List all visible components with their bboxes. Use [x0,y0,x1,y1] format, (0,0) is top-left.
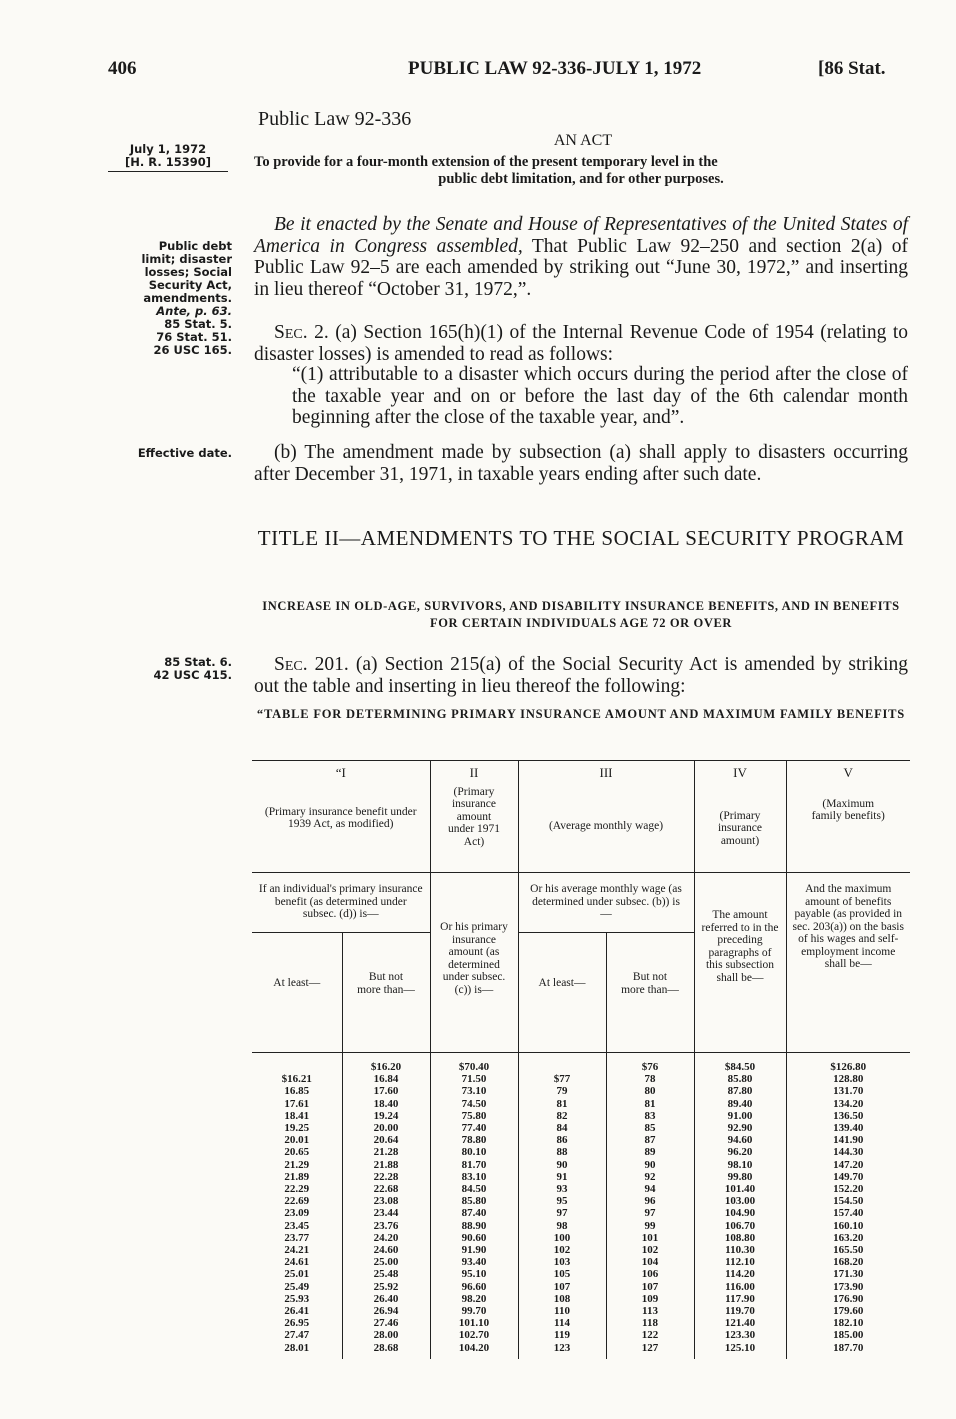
table-cell-value: 110 [554,1305,570,1318]
table-cell-value: 107 [641,1280,659,1293]
margin-note-amendments [112,240,232,357]
col-numeral: III [599,765,613,780]
col-desc: (Primary insurance amount) [717,809,763,847]
table-cell-value: 114.20 [725,1268,755,1281]
at-least-header: At least— [252,933,342,1053]
table-cell-value: 26.41 [284,1305,310,1318]
table-cell-value [521,1061,604,1073]
table-cell-value: 119.70 [725,1305,755,1318]
table-cell-value: 185.00 [833,1329,864,1342]
table-cell-value: 21.28 [373,1146,399,1159]
section-2-label: Sec. 2. [274,322,329,343]
col-numeral: V [843,765,853,780]
table-cell-value: 176.90 [833,1292,864,1305]
table-cell-value: 104.90 [724,1207,756,1220]
table-cell-value: 26.95 [284,1317,310,1330]
page-number: 406 [108,58,137,79]
table-cell-value: 92.90 [727,1122,753,1135]
table-cell-value: 83 [644,1109,656,1122]
table-cell-value: 19.25 [284,1122,310,1135]
table-cell-value: 23.44 [373,1207,399,1220]
table-cell-value: 94.60 [727,1134,753,1147]
act-purpose [254,154,908,188]
table-cell-value: 23.08 [373,1195,399,1208]
table-cell-value: 96.20 [727,1146,753,1159]
table-cell-value: 97 [644,1207,656,1220]
table-cell-value: 25.00 [373,1256,399,1269]
table-cell-value: 101 [641,1231,659,1244]
section-201-text: (a) Section 215(a) of the Social Security Act is amended by striking out the table and inserting in lieu thereof the following: [254,654,908,697]
table-cell-value: 112.10 [725,1256,755,1269]
table-cell-value: 18.41 [284,1109,310,1122]
col-ii-subheader: Or his primary insurance amount (as determined under subsec. (c)) is— [430,873,518,1053]
table-cell-value: 22.69 [284,1195,310,1208]
table-cell-value: 23.76 [373,1219,399,1232]
running-head: PUBLIC LAW 92-336-JULY 1, 1972 [408,58,702,79]
table-cell-value: 107 [553,1280,571,1293]
table-cell-value: 73.10 [461,1085,487,1098]
table-cell-value: 87.80 [727,1085,753,1098]
table-cell-value: $70.40 [458,1061,490,1073]
col-v-header [786,761,910,873]
table-cell-value: $76 [641,1061,659,1073]
table-cell-value: 152.20 [833,1183,864,1196]
table-cell-value: 147.20 [833,1158,864,1171]
table-cell-value: 84.50 [461,1183,487,1196]
table-cell-value: 25.93 [284,1292,310,1305]
margin-line: 76 Stat. 51. [156,330,232,344]
table-cell-value: 90 [644,1158,656,1171]
table-cell-value: 104 [641,1256,659,1269]
margin-line: limit; disaster [141,252,232,266]
table-cell-value: 127 [641,1341,659,1354]
table-cell-value: 149.70 [833,1170,864,1183]
col-iv-subheader: The amount referred to in the preceding paragraphs of this subsection shall be— [694,873,786,1053]
section-2-quote: “(1) attributable to a disaster which occurs during the period after the close of the taxable year and on or before the last day of the 6th calendar month beginning after the close of the taxable year, and”. [292,364,908,428]
table-cell-value: 80.10 [461,1146,487,1159]
table-title: “TABLE FOR DETERMINING PRIMARY INSURANCE AMOUNT AND MAXIMUM FAMILY BENEFITS [256,707,906,721]
table-cell-value: 103 [553,1256,571,1269]
col-desc: (Primary insurance benefit under 1939 Act, as modified) [264,805,417,830]
table-cell-value: 168.20 [833,1256,864,1269]
table-cell-value: $77 [553,1073,571,1086]
table-cell-value: 102 [553,1244,571,1257]
table-cell-value: 105 [553,1268,571,1281]
table-cell-value: $84.50 [724,1061,756,1073]
table-cell-value: 179.60 [833,1305,864,1318]
table-cell-value: 22.29 [284,1183,310,1196]
col-i-at-least-values [252,1053,342,1359]
but-not-header: But not more than— [342,933,430,1053]
table-cell-value: 154.50 [833,1195,864,1208]
table-cell-value: 98.10 [727,1158,753,1171]
table-cell-value: 95.10 [461,1268,487,1281]
table-cell-value: 77.40 [461,1122,487,1135]
table-cell-value: 81 [644,1097,656,1110]
table-cell-value: 104.20 [458,1341,490,1354]
table-cell-value: 19.24 [373,1109,399,1122]
table-cell-value: 81 [556,1097,568,1110]
col-i-not-more-values [342,1053,430,1359]
table-cell-value: 139.40 [833,1122,864,1135]
table-cell-value: 74.50 [461,1097,487,1110]
col-v-subheader: And the maximum amount of benefits payable (as provided in sec. 203(a)) on the basis of his wages and self-employment income shall be— [786,873,910,1053]
table-cell-value: 99 [644,1219,656,1232]
table-cell-value: 96.60 [461,1280,487,1293]
table-cell-value: 23.45 [284,1219,310,1232]
margin-note-sec201 [112,656,232,682]
table-cell-value: 110.30 [725,1244,755,1257]
table-cell-value: 123 [553,1341,571,1354]
col-numeral: IV [733,765,747,780]
table-cell-value: 101.10 [458,1317,490,1330]
table-cell-value: 96 [644,1195,656,1208]
table-cell-value: 23.09 [284,1207,310,1220]
public-law-title: Public Law 92-336 [258,108,412,130]
table-cell-value: 23.77 [284,1231,310,1244]
margin-line: 26 USC 165. [153,343,232,357]
table-cell-value: 21.88 [373,1158,399,1171]
enacting-clause [254,214,908,300]
bill-number: [H. R. 15390] [108,156,228,172]
table-cell-value: 128.80 [833,1073,864,1086]
table-cell-value: 26.94 [373,1305,399,1318]
but-not-header: But not more than— [606,933,694,1053]
table-cell-value: 21.89 [284,1170,310,1183]
table-cell-value: 91 [556,1170,568,1183]
table-cell-value: 91.00 [727,1109,753,1122]
table-cell-value: 131.70 [833,1085,864,1098]
col-numeral: II [469,765,479,780]
col-iii-at-least-values [518,1053,606,1359]
table-cell-value: 20.65 [284,1146,310,1159]
table-cell-value: 187.70 [833,1341,864,1354]
table-cell-value: 97 [556,1207,568,1220]
purpose-line-2: public debt limitation, and for other purposes. [438,171,724,187]
table-cell-value: 157.40 [833,1207,864,1220]
table-cell-value: 89 [644,1146,656,1159]
table-cell-value: 21.29 [284,1158,310,1171]
table-cell-value [254,1061,340,1073]
table-cell-value: 28.01 [284,1341,310,1354]
table-cell-value: 24.21 [284,1244,310,1257]
table-cell-value: 28.00 [373,1329,399,1342]
table-cell-value: 106.70 [724,1219,756,1232]
col-iii-header [518,761,694,873]
table-cell-value: 99.70 [461,1305,487,1318]
enacting-italic: Be it enacted by the Senate and House of Representatives of the United States of America in Congress assembled, [254,214,908,257]
col-iv-values [694,1053,786,1359]
section-2-b [254,442,908,485]
table-cell-value: $16.21 [281,1073,312,1086]
act-label: AN ACT [553,132,613,149]
table-cell-value: 123.30 [724,1329,756,1342]
table-cell-value: 116.00 [725,1280,755,1293]
col-desc: (Primary insurance amount under 1971 Act) [447,785,501,848]
table-cell-value: 125.10 [724,1341,756,1354]
table-cell-value: 85 [644,1122,656,1135]
table-cell-value: 20.01 [284,1134,310,1147]
section-201 [254,654,908,697]
table-cell-value: 90 [556,1158,568,1171]
table-cell-value: 25.48 [373,1268,399,1281]
table-cell-value: 99.80 [727,1170,753,1183]
table-cell-value: 88 [556,1146,568,1159]
table-cell-value: 82 [556,1109,568,1122]
table-cell-value: 171.30 [833,1268,864,1281]
law-date: July 1, 1972 [129,142,207,156]
table-cell-value: 118 [642,1317,658,1330]
table-cell-value: $16.20 [370,1061,402,1073]
table-cell-value: 78 [644,1073,656,1086]
table-cell-value: 93 [556,1183,568,1196]
table-cell-value: 17.61 [284,1097,310,1110]
table-cell-value: 93.40 [461,1256,487,1269]
table-cell-value: 109 [641,1292,659,1305]
table-cell-value: 106 [641,1268,659,1281]
table-cell-value: 25.49 [284,1280,310,1293]
table-cell-value: 85.80 [727,1073,753,1086]
table-cell-value: 95 [556,1195,568,1208]
col-desc: (Average monthly wage) [548,819,664,832]
col-ii-header [430,761,518,873]
table-cell-value: 98.20 [461,1292,487,1305]
col-iv-header [694,761,786,873]
table-cell-value: 16.85 [284,1085,310,1098]
table-cell-value: 24.60 [373,1244,399,1257]
table-cell-value: 119 [554,1329,570,1342]
table-cell-value: 91.90 [461,1244,487,1257]
table-cell-value: 80 [644,1085,656,1098]
table-cell-value: 113 [642,1305,658,1318]
table-cell-value: 92 [644,1170,656,1183]
table-cell-value: 16.84 [373,1073,399,1086]
margin-line: 85 Stat. 5. [164,317,232,331]
col-iii-not-more-values [606,1053,694,1359]
table-cell-value: 20.64 [373,1134,399,1147]
table-cell-value: 117.90 [725,1292,755,1305]
table-cell-value: 98 [556,1219,568,1232]
table-cell-value: 134.20 [833,1097,864,1110]
table-cell-value: 17.60 [373,1085,399,1098]
table-cell-value: 22.28 [373,1170,399,1183]
col-i-subheader: If an individual's primary insurance benefit (as determined under subsec. (d)) is— [252,873,430,933]
table-cell-value: 83.10 [461,1170,487,1183]
table-cell-value: 25.01 [284,1268,310,1281]
margin-line: Security Act, [148,278,232,292]
table-cell-value: 141.90 [833,1134,864,1147]
col-desc: (Maximum family benefits) [811,797,885,822]
table-cell-value: 108 [553,1292,571,1305]
table-cell-value: 122 [641,1329,659,1342]
table-cell-value: 20.00 [373,1122,399,1135]
table-cell-value: 114 [554,1317,570,1330]
title-ii-subheading: INCREASE IN OLD-AGE, SURVIVORS, AND DISABILITY INSURANCE BENEFITS, AND IN BENEFITS FOR CERTAIN INDIVIDUALS AGE 72 OR OVER [262,599,900,630]
table-cell-value: 88.90 [461,1219,487,1232]
table-cell-value: 78.80 [461,1134,487,1147]
table-cell-value: 79 [556,1085,568,1098]
table-cell-value: 86 [556,1134,568,1147]
table-cell-value: 81.70 [461,1158,487,1171]
table-cell-value: 108.80 [724,1231,756,1244]
col-numeral: “I [335,765,346,780]
margin-line: amendments. [143,291,232,305]
table-cell-value: 24.61 [284,1256,310,1269]
table-cell-value: 173.90 [833,1280,864,1293]
at-least-header: At least— [518,933,606,1053]
table-cell-value: 27.47 [284,1329,310,1342]
table-cell-value: 103.00 [724,1195,756,1208]
benefit-table [252,760,910,1359]
table-cell-value: 102 [641,1244,659,1257]
table-cell-value: 89.40 [727,1097,753,1110]
margin-line: 85 Stat. 6. [164,655,232,669]
table-cell-value: 94 [644,1183,656,1196]
table-cell-value: 160.10 [833,1219,864,1232]
table-cell-value: 165.50 [833,1244,864,1257]
table-cell-value: 27.46 [373,1317,399,1330]
table-cell-value: 18.40 [373,1097,399,1110]
table-cell-value: 90.60 [461,1231,487,1244]
col-v-values [786,1053,910,1359]
section-201-label: Sec. 201. [274,654,349,675]
table-cell-value: 84 [556,1122,568,1135]
statute-reference: [86 Stat. [818,58,886,79]
enacting-rest: That Public Law 92–250 and section 2(a) of Public Law 92–5 are each amended by striking out “June 30, 1972,” and inserting in lieu thereof “October 31, 1972,”. [254,235,908,300]
margin-line: 42 USC 415. [153,668,232,682]
section-2-b-text: (b) The amendment made by subsection (a) shall apply to disasters occurring after December 31, 1971, in taxable years ending after such date. [254,442,908,485]
table-cell-value: $126.80 [830,1061,867,1073]
table-cell-value: 22.68 [373,1183,399,1196]
section-2-text: (a) Section 165(h)(1) of the Internal Revenue Code of 1954 (relating to disaster losses) is amended to read as follows: [254,322,908,365]
table-cell-value: 28.68 [373,1341,399,1354]
margin-line: losses; Social [144,265,232,279]
table-cell-value: 182.10 [833,1317,864,1330]
table-cell-value: 25.92 [373,1280,399,1293]
table-cell-value: 87.40 [461,1207,487,1220]
table-cell-value: 100 [553,1231,571,1244]
col-ii-values [430,1053,518,1359]
table-cell-value: 144.30 [833,1146,864,1159]
col-i-header [252,761,430,873]
table-cell-value: 71.50 [461,1073,487,1086]
purpose-line-1: To provide for a four-month extension of the present temporary level in the [254,154,718,170]
margin-line: Ante, p. 63. [156,304,232,318]
margin-note-effective: Effective date. [137,446,232,460]
section-2 [254,322,908,365]
table-cell-value: 163.20 [833,1231,864,1244]
table-cell-value: 85.80 [461,1195,487,1208]
col-iii-subheader: Or his average monthly wage (as determined under subsec. (b)) is— [518,873,694,933]
table-cell-value: 75.80 [461,1109,487,1122]
table-cell-value: 102.70 [458,1329,490,1342]
table-cell-value: 24.20 [373,1231,399,1244]
title-ii-heading: TITLE II—AMENDMENTS TO THE SOCIAL SECURITY PROGRAM [257,526,905,550]
table-cell-value: 121.40 [724,1317,756,1330]
margin-line: Public debt [158,239,232,253]
table-cell-value: 101.40 [724,1183,756,1196]
table-cell-value: 136.50 [833,1109,864,1122]
table-cell-value: 26.40 [373,1292,399,1305]
table-cell-value: 87 [644,1134,656,1147]
